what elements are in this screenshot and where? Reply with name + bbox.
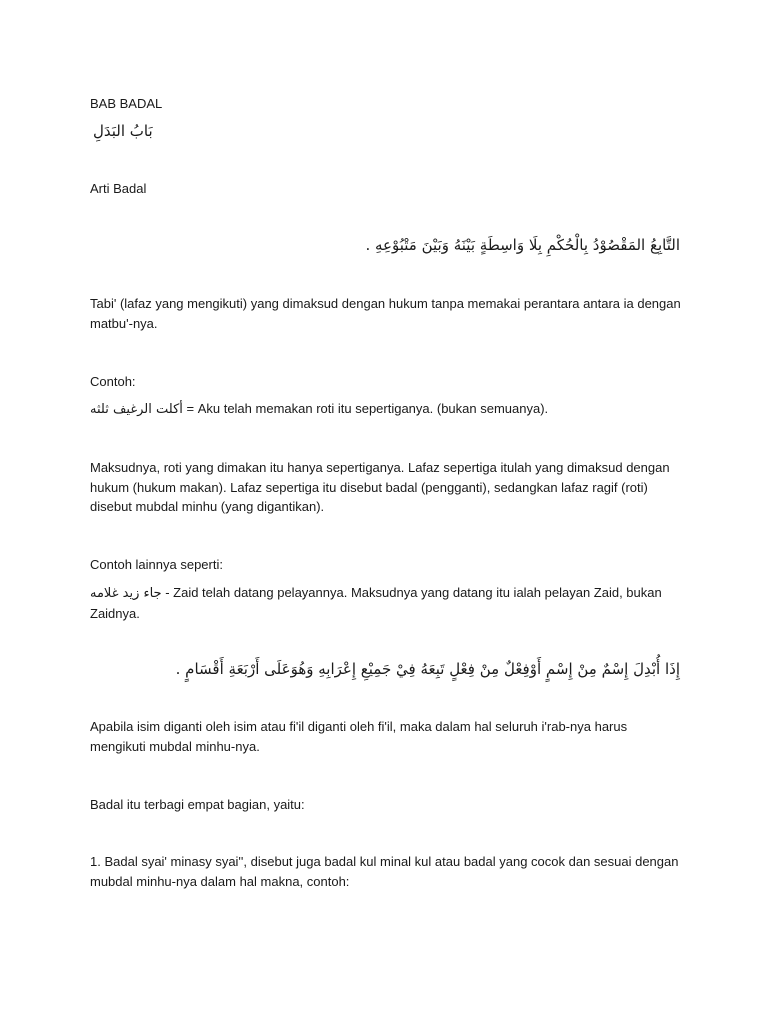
example1-text: = Aku telah memakan roti itu sepertiganya. (bukan semuanya). (182, 401, 549, 416)
rule-arabic: إِذَا أُبْدِلَ إِسْمٌ مِنْ إِسْمٍ أَوْفِعْلٌ مِنْ فِعْلٍ تَبِعَهُ فِيْ جَمِيْعِ إِعْرَابِهِ وَهُوَعَلَى أَرْبَعَةِ أَقْسَامٍ . (175, 660, 680, 678)
example-label: Contoh: (90, 374, 136, 389)
example2-line (90, 583, 682, 623)
definition-translation: Tabi' (lafaz yang mengikuti) yang dimaksud dengan hukum tanpa memakai perantara antara ia dengan matbu'-nya. (90, 296, 681, 331)
definition-arabic: التَّابِعُ المَقْصُوْدُ بِالْحُكْمِ بِلَا وَاسِطَةٍ بَيْنَهُ وَبَيْنَ مَتْبُوْعِهِ . (365, 236, 680, 254)
example2-arabic: جاء زيد غلامه (90, 586, 162, 601)
other-example-label: Contoh lainnya seperti: (90, 557, 223, 572)
rule-translation: Apabila isim diganti oleh isim atau fi'il diganti oleh fi'il, maka dalam hal seluruh i'rab-nya harus mengikuti mubdal minhu-nya. (90, 719, 628, 754)
example1-arabic: أكلت الرغيف ثلثه (90, 402, 183, 417)
section-title: Arti Badal (90, 181, 147, 196)
point-1: 1. Badal syai' minasy syai'', disebut juga badal kul minal kul atau badal yang cocok dan sesuai dengan mubdal minhu-nya dalam hal makna, contoh: (90, 854, 679, 889)
division-intro: Badal itu terbagi empat bagian, yaitu: (90, 797, 305, 812)
example2-text: - Zaid telah datang pelayannya. Maksudnya yang datang itu ialah pelayan Zaid, bukan Zaidnya. (90, 585, 662, 621)
chapter-heading-arabic: بَابُ البَدَلِ (93, 122, 153, 140)
example1-explanation: Maksudnya, roti yang dimakan itu hanya sepertiganya. Lafaz sepertiga itulah yang dimaksud dengan hukum (hukum makan). Lafaz sepertiga itu disebut badal (pengganti), sedangkan lafaz ragif (roti) disebut mubdal minhu (yang digantikan). (90, 460, 670, 514)
example1-line (90, 399, 682, 420)
chapter-heading: BAB BADAL (90, 96, 163, 111)
